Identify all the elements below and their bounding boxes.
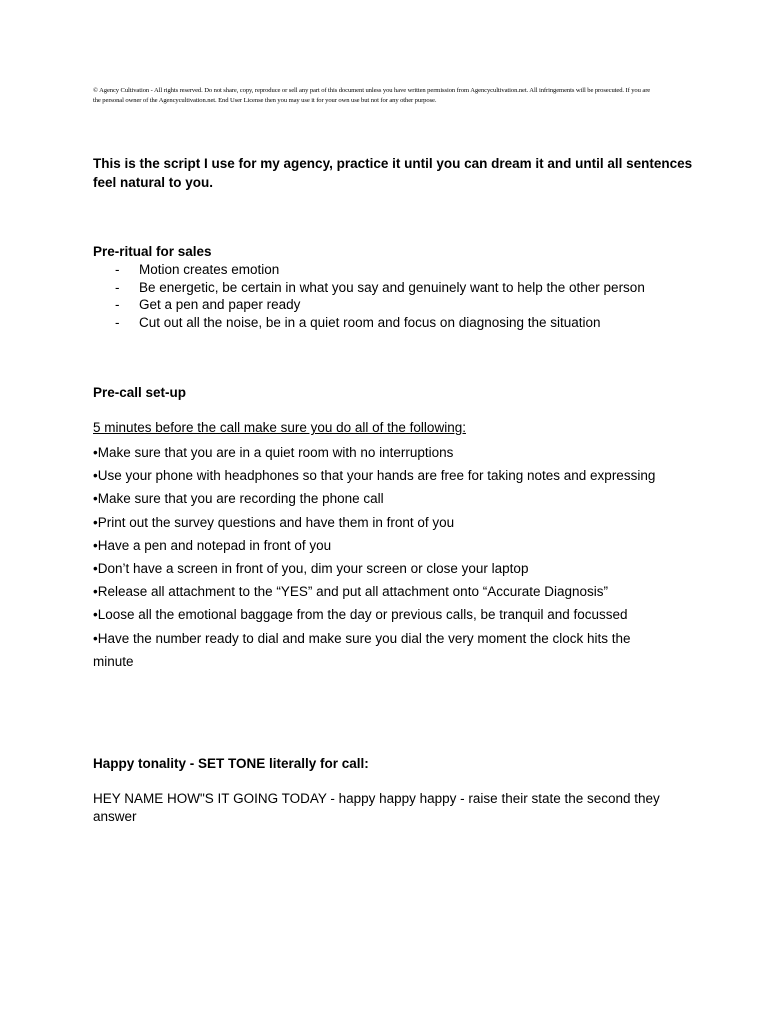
list-item-text: Be energetic, be certain in what you say and genuinely want to help the other person <box>139 279 645 295</box>
dash-bullet-icon: - <box>115 315 120 331</box>
list-item: •Have the number ready to dial and make sure you dial the very moment the clock hits the minute <box>93 630 631 669</box>
list-item: •Loose all the emotional baggage from the day or previous calls, be tranquil and focussed <box>93 607 628 623</box>
list-item: •Make sure that you are recording the phone call <box>93 491 384 507</box>
list-item: •Use your phone with headphones so that your hands are free for taking notes and expressing <box>93 468 656 484</box>
list-item-text: Motion creates emotion <box>139 262 280 277</box>
list-item: •Have a pen and notepad in front of you <box>93 537 332 553</box>
pre-call-subheading: 5 minutes before the call make sure you do all of the following: <box>93 420 466 435</box>
happy-tonality-heading: Happy tonality - SET TONE literally for call: <box>93 756 369 771</box>
list-item-text: Cut out all the noise, be in a quiet room and focus on diagnosing the situation <box>139 315 601 331</box>
list-item <box>93 261 645 279</box>
intro-paragraph: This is the script I use for my agency, practice it until you can dream it and until all sentences feel natural to you. <box>93 156 693 190</box>
list-item: •Make sure that you are in a quiet room with no interruptions <box>93 445 454 460</box>
list-item <box>93 296 645 314</box>
pre-ritual-heading: Pre-ritual for sales <box>93 244 212 259</box>
happy-tonality-text: HEY NAME HOW"S IT GOING TODAY - happy happy happy - raise their state the second they answer <box>93 791 660 824</box>
pre-ritual-list <box>93 261 645 332</box>
list-item: •Release all attachment to the “YES” and put all attachment onto “Accurate Diagnosis” <box>93 584 608 600</box>
list-item <box>93 314 645 332</box>
list-item: •Don’t have a screen in front of you, dim your screen or close your laptop <box>93 561 529 577</box>
list-item: •Print out the survey questions and have them in front of you <box>93 514 455 530</box>
dash-bullet-icon: - <box>115 262 120 277</box>
dash-bullet-icon: - <box>115 297 120 313</box>
dash-bullet-icon: - <box>115 279 120 295</box>
list-item <box>93 279 645 297</box>
copyright-notice: © Agency Cultivation - All rights reserved. Do not share, copy, reproduce or sell any part of this document unless you have written permission from Agencycultivation.net. All infringements will be prosecuted. If you are the personal owner of the Agencycultivation.net. End User License then you may use it for your own use but not for any other purpose. <box>93 87 651 104</box>
pre-call-heading: Pre-call set-up <box>93 385 187 400</box>
pre-call-list <box>93 441 673 673</box>
list-item-text: Get a pen and paper ready <box>139 297 301 313</box>
